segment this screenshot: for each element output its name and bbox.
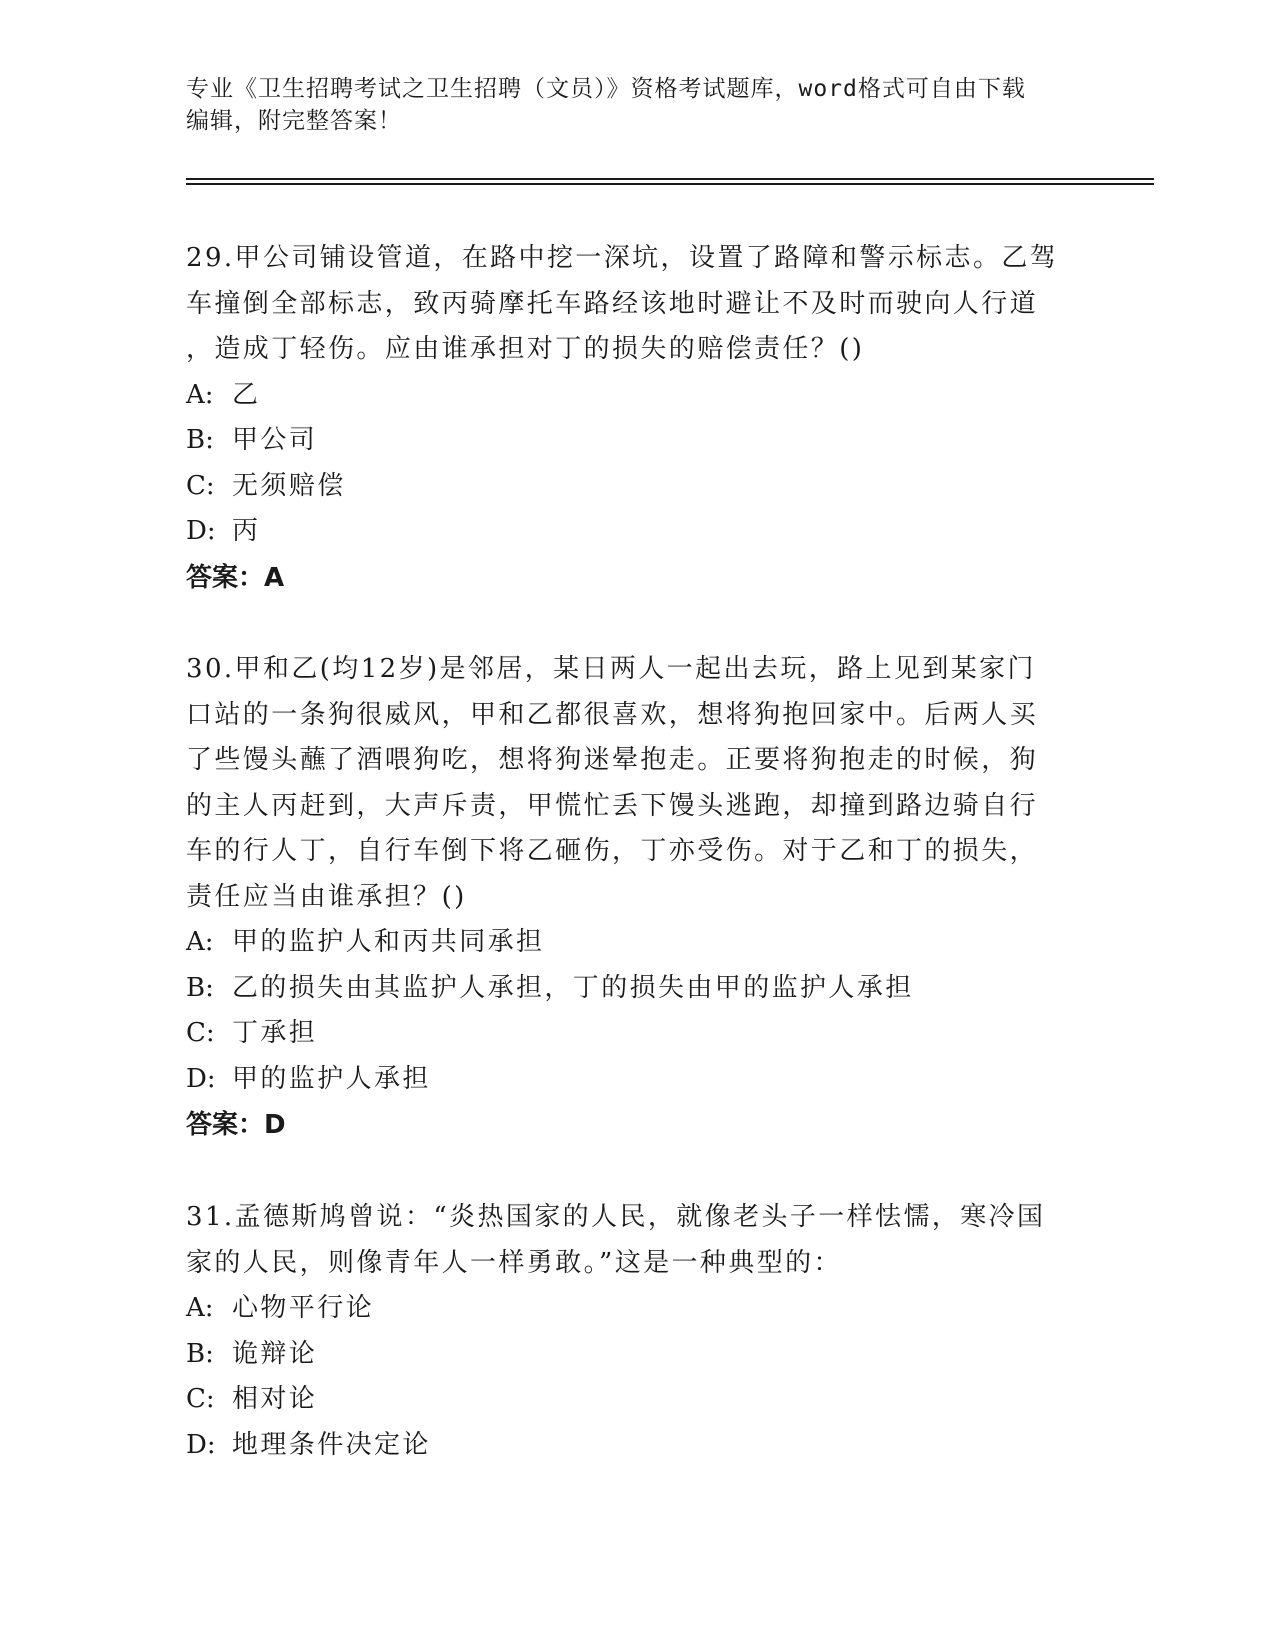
option-text: 丁承担 xyxy=(232,1018,318,1048)
option-key: A: xyxy=(186,927,214,957)
option-key: D: xyxy=(186,516,216,546)
option-d xyxy=(186,1423,1086,1469)
question-29 xyxy=(186,236,1086,601)
header-divider-bottom xyxy=(186,183,1154,185)
question-stem-line: 家的人民，则像青年人一样勇敢。”这是一种典型的： xyxy=(186,1247,842,1278)
option-b xyxy=(186,966,1086,1012)
option-c xyxy=(186,1377,1086,1423)
question-stem-line: 了些馒头蘸了酒喂狗吃，想将狗迷晕抱走。正要将狗抱走的时候，狗 xyxy=(186,745,1039,775)
header-line-1: 专业《卫生招聘考试之卫生招聘（文员）》资格考试题库，word格式可自由下载 xyxy=(186,76,1026,102)
option-key: A: xyxy=(186,379,214,410)
option-key: C: xyxy=(186,470,215,501)
option-key: C: xyxy=(186,1018,215,1048)
option-text: 地理条件决定论 xyxy=(232,1429,431,1460)
header-divider-top xyxy=(186,178,1154,180)
question-stem-line: 31.孟德斯鸠曾说：“炎热国家的人民，就像老头子一样怯懦，寒冷国 xyxy=(186,1202,1046,1232)
question-stem-line: 的主人丙赶到，大声斥责，甲慌忙丢下馒头逃跑，却撞到路边骑自行 xyxy=(186,790,1039,821)
question-stem-line: 30.甲和乙(均12岁)是邻居，某日两人一起出去玩，路上见到某家门 xyxy=(186,654,1036,684)
answer-line: 答案：A xyxy=(186,562,285,593)
option-key: D: xyxy=(186,1063,216,1094)
question-30 xyxy=(186,647,1086,1148)
option-text: 相对论 xyxy=(232,1384,318,1414)
option-text: 乙的损失由其监护人承担，丁的损失由甲的监护人承担 xyxy=(232,972,914,1003)
option-key: B: xyxy=(186,972,214,1003)
option-text: 丙 xyxy=(232,516,261,546)
option-key: A: xyxy=(186,1293,214,1323)
option-b xyxy=(186,418,1086,464)
option-c xyxy=(186,1011,1086,1057)
question-stem-line: 车的行人丁，自行车倒下将乙砸伤，丁亦受伤。对于乙和丁的损失， xyxy=(186,836,1039,866)
option-a xyxy=(186,920,1086,966)
option-text: 甲的监护人和丙共同承担 xyxy=(232,927,545,957)
answer-line: 答案：D xyxy=(186,1110,286,1140)
header-line-2: 编辑，附完整答案！ xyxy=(186,108,402,134)
question-stem-line: 口站的一条狗很威风，甲和乙都很喜欢，想将狗抱回家中。后两人买 xyxy=(186,699,1039,730)
option-a xyxy=(186,1286,1086,1332)
option-text: 甲公司 xyxy=(232,425,318,455)
option-a xyxy=(186,373,1086,419)
option-key: B: xyxy=(186,1338,214,1369)
option-d xyxy=(186,509,1086,555)
option-key: D: xyxy=(186,1429,216,1460)
option-text: 甲的监护人承担 xyxy=(232,1063,431,1094)
question-stem-line: 29.甲公司铺设管道，在路中挖一深坑，设置了路障和警示标志。乙驾 xyxy=(186,243,1059,273)
option-d xyxy=(186,1057,1086,1103)
option-text: 无须赔偿 xyxy=(232,470,346,501)
question-31 xyxy=(186,1195,1086,1468)
option-c xyxy=(186,464,1086,510)
option-text: 心物平行论 xyxy=(232,1293,375,1323)
option-text: 乙 xyxy=(232,379,261,410)
document-header xyxy=(186,73,1086,137)
option-text: 诡辩论 xyxy=(232,1338,318,1369)
option-key: B: xyxy=(186,425,214,455)
question-stem-line: ，造成丁轻伤。应由谁承担对丁的损失的赔偿责任？() xyxy=(186,334,865,364)
question-stem-line: 责任应当由谁承担？() xyxy=(186,881,467,912)
option-key: C: xyxy=(186,1384,215,1414)
option-b xyxy=(186,1332,1086,1378)
question-stem-line: 车撞倒全部标志，致丙骑摩托车路经该地时避让不及时而驶向人行道 xyxy=(186,288,1039,319)
